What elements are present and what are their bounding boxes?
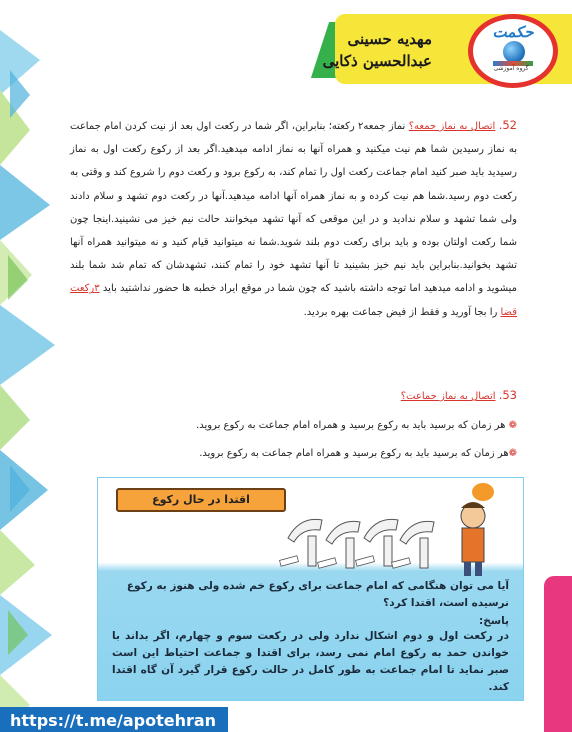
question-53-title-link[interactable]: اتصال به نماز جماعت؟ (400, 391, 496, 402)
logo-title: حکمت (492, 23, 534, 41)
question-52-body-end: را بجا آورید و فقط از فیض جماعت بهره بردید. (303, 306, 498, 318)
question-52-number: 52. (498, 118, 517, 132)
globe-icon (503, 41, 525, 63)
telegram-channel-link[interactable]: https://t.me/apotehran (10, 711, 217, 730)
praying-people-illustration (268, 478, 518, 576)
card-answer: در رکعت اول و دوم اشکال ندارد ولی در رکعت سوم و چهارم، اگر بداند با خواندن حمد به رکوع امام نمی رسد، برای اقتدا و جماعت احتیاط این است صبر نماید تا امام جماعت به طور کامل در حالت رکوع قرار گیرد آن گاه اقتدا کند. (112, 630, 509, 693)
hekmat-logo (468, 14, 558, 88)
question-52-title-link[interactable]: اتصال به نماز جمعه؟ (408, 121, 496, 132)
question-53-bullet-2 (70, 448, 517, 459)
card-title: اقتدا در حال رکوع (116, 488, 286, 512)
flower-bullet-icon: ❁ (508, 448, 517, 459)
card-question: آیا می توان هنگامی که امام جماعت برای رکوع خم شده ولی هنوز به رکوع نرسیده است، اقتدا کرد؟ (126, 580, 509, 609)
question-53-number: 53. (498, 388, 517, 402)
logo-subtitle: گروه آموزشی (493, 65, 529, 72)
flower-bullet-icon: ❁ (508, 420, 517, 431)
footer-bar (0, 707, 228, 732)
left-decorative-border (0, 0, 60, 732)
card-answer-label: پاسخ: (479, 615, 509, 627)
qaza-rakat-link[interactable]: ۳رکعت قضا (70, 283, 517, 318)
bullet-2-text: هر زمان که برسید باید به رکوع برسید و همراه امام جماعت به رکوع بروید. (199, 448, 509, 459)
iqtida-ruku-card (97, 477, 524, 701)
question-53-bullet-1 (70, 420, 517, 431)
question-53-heading (70, 388, 517, 402)
author-name-1: مهدیه حسینی (347, 30, 432, 48)
bullet-1-text: هر زمان که برسید باید به رکوع برسید و همراه امام جماعت به رکوع بروید. (196, 420, 509, 431)
right-pink-tab (544, 576, 572, 732)
question-52-paragraph (70, 114, 517, 324)
question-52-body: نماز جمعه۲ رکعته؛ بنابراین، اگر شما در رکعت اول بعد از نیت کردن امام جماعت به نماز رسیدین شما هم نیت میکنید و همراه آنها به نماز ادامه میدهید.اگر بعد از رکوع رکعت اول به نماز رسیدید باید صبر کنید امام جماعت رکعت اول را تمام کند، به رکوع برود و رکعت دوم را شروع کند و وقتی به رکعت دوم رسید.شما هم نیت کرده و به نماز همراه آنها ادامه میدهید.آنها در رکعت دوم تشهد و سلام دادند ولی شما تشهد و سلام ندادید و در این موقعی که آنها تشهد میخوانند حالت نیم خیز می نشینید.اینجا چون شما رکعت اولتان بوده و باید برای رکعت دوم بلند شوید.شما نه میتوانید قیام کنید و نه میتوانید همراه آنها تشهد بخوانید.بنابراین باید نیم خیز بشینید تا آنها تشهد خود را تمام کنند، تشهدشان که تمام شد شما بلند میشوید و ادامه میدهید اما توجه داشته باشید که چون شما در موقع ایراد خطبه ها حضور نداشتید باید (70, 121, 517, 295)
author-name-2: عبدالحسین ذکایی (322, 52, 432, 70)
